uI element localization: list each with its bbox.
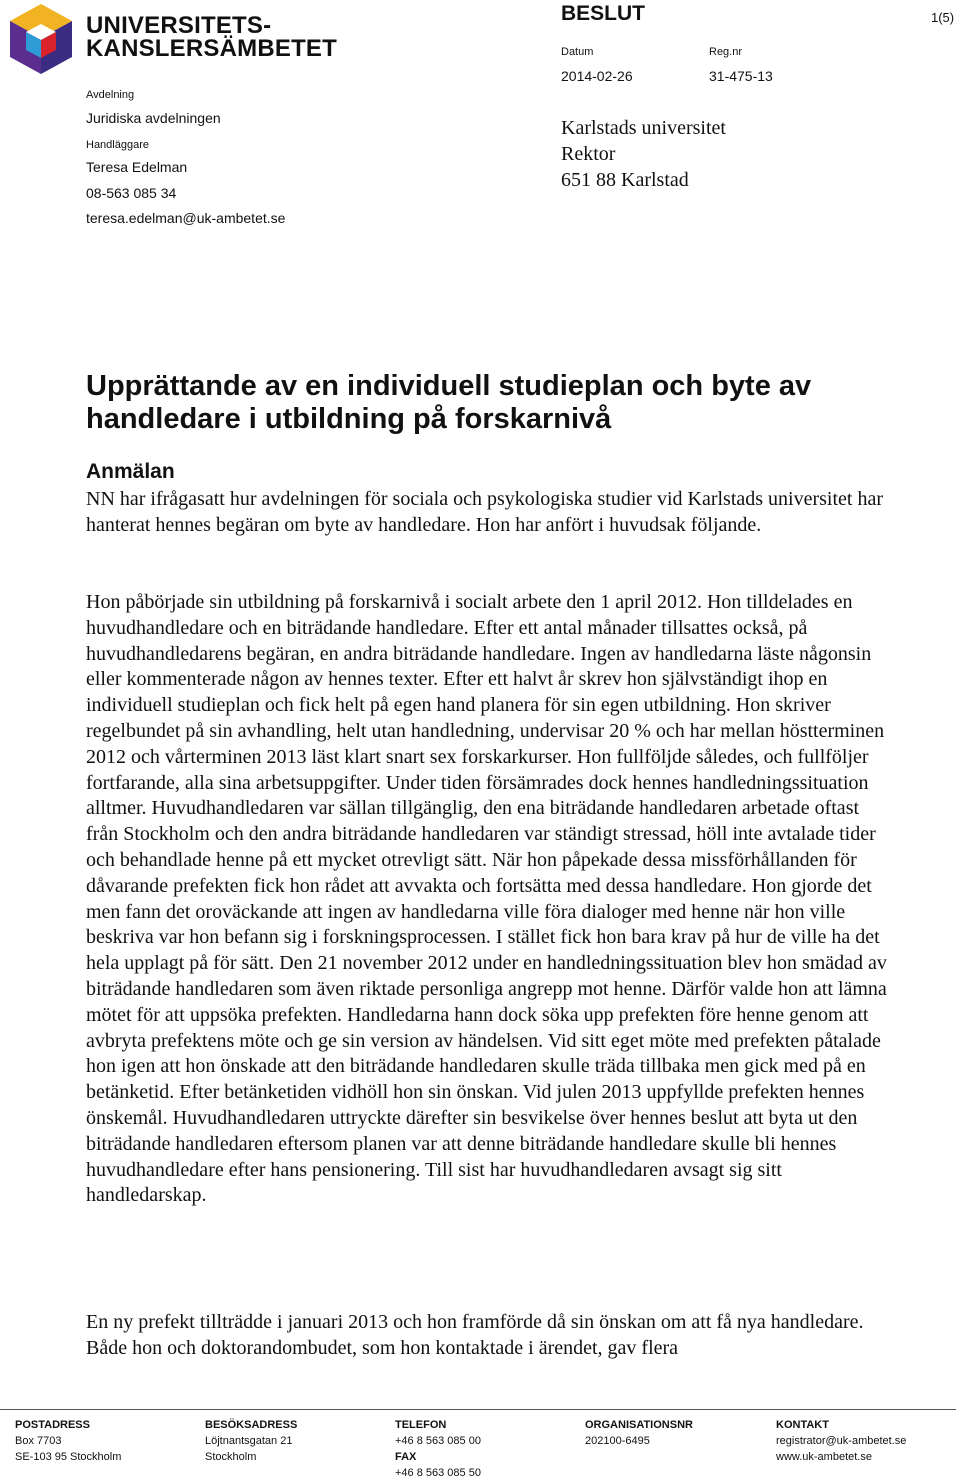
footer-heading: KONTAKT (776, 1419, 829, 1431)
footer-email-link[interactable]: registrator@uk-ambetet.se (776, 1435, 907, 1447)
document-title: Upprättande av en individuell studieplan och byte av handledare i utbildning på forskarnivå (86, 370, 812, 435)
footer-text: SE-103 95 Stockholm (15, 1451, 122, 1463)
organization-name (86, 14, 337, 60)
organization-name-line2: KANSLERSÄMBETET (86, 35, 338, 62)
footer-text: 202100-6495 (585, 1435, 650, 1447)
department-label: Avdelning (86, 89, 135, 101)
footer-phone (395, 1417, 585, 1481)
recipient-address (561, 115, 726, 193)
organization-name-line1: UNIVERSITETS- (86, 12, 272, 39)
footer-text: Löjtnantsgatan 21 (205, 1435, 293, 1447)
footer-postal (15, 1417, 205, 1465)
body-paragraph: Hon påbörjade sin utbildning på forskarnivå i socialt arbete den 1 april 2012. Hon tilldelades en huvudhandledare och en biträdande handledare. Efter ett antal månader tillsattes också, på huvudhandledarens begäran, en andra biträdande handledare. Ingen av handledarna läste någonsin eller kommenterade någon av hennes texter. Efter ett halvt år skrev hon självständigt ihop en individuell studieplan och fick helt på egen hand planera för sin egen utbildning. Hon skriver regelbundet på sin avhandling, helt utan handledning, undervisar 20 % och har mellan höstterminen 2012 och vårterminen 2013 läst klart snart sex forskarkurser. Hon fullföljde således, och fullföljer fortfarande, alla sina arbetsuppgifter. Under tiden försämrades dock hennes handledningssituation alltmer. Huvudhandledaren var sällan tillgänglig, den ena biträdande handledaren arbetade oftast från Stockholm och den andra biträdande handledaren var ständigt stressad, höll inte avtalade tider och behandlade henne på ett mycket otrevligt sätt. När hon påpekade dessa missförhållanden för dåvarande prefekten fick hon rådet att avvakta och fortsätta med dessa handledare. Hon gjorde det men fann det oroväckande att ingen av handledarna ville föra dialoger med henne när hon ville beskriva var hon befann sig i forskningsprocessen. I stället fick hon bara krav på hur de ville ha det hela upplagt på för sätt. Den 21 november 2012 under en handledningssituation blev hon smädad av biträdande handledaren som även riktade personliga angrepp mot henne. Därför valde hon att lämna mötet för att uppsöka prefekten. Handledarna hann dock söka upp prefekten före henne genom att avbryta prefektens möte och ge sin version av händelsen. Vid sitt eget möte med prefekten påtalade hon igen att hon önskade att den biträdande handledaren skulle träda tillbaka men gick med på en betänketid. Efter betänketiden vidhöll hon sin önskan. Vid julen 2013 uppfyllde prefekten hennes önskemål. Huvudhandledaren uttryckte därefter sin besvikelse över hennes beslut att byta ut den biträdande handledaren eftersom planen var att denne biträdande handledare skulle bli hennes huvudhandledare efter hans pensionering. Till sist har huvudhandledaren avsagt sig sitt handledarskap. (86, 591, 887, 1207)
body-paragraph: En ny prefekt tillträdde i januari 2013 och hon framförde då sin önskan om att få nya handledare. Både hon och doktorandombudet, som hon kontaktade i ärendet, gav flera (86, 1311, 864, 1359)
recipient-line2: Rektor (561, 143, 616, 165)
recipient-line1: Karlstads universitet (561, 117, 726, 139)
document-type: BESLUT (561, 2, 645, 25)
handler-phone: 08-563 085 34 (86, 185, 177, 201)
handler-label: Handläggare (86, 139, 149, 151)
date-label: Datum (561, 46, 594, 58)
regnr-value: 31-475-13 (709, 68, 773, 84)
footer-orgnr (585, 1417, 775, 1449)
date-value: 2014-02-26 (561, 68, 633, 84)
handler-email[interactable]: teresa.edelman@uk-ambetet.se (86, 210, 286, 226)
footer-text: +46 8 563 085 00 (395, 1435, 481, 1447)
cube-emblem-icon (8, 2, 74, 76)
footer-contact (776, 1417, 951, 1465)
footer-heading: FAX (395, 1451, 417, 1463)
section-heading: Anmälan (86, 460, 175, 483)
footer-heading: TELEFON (395, 1419, 447, 1431)
footer-text: Stockholm (205, 1451, 257, 1463)
footer-heading: BESÖKSADRESS (205, 1419, 298, 1431)
department-value: Juridiska avdelningen (86, 110, 221, 126)
footer-heading: ORGANISATIONSNR (585, 1419, 693, 1431)
footer-heading: POSTADRESS (15, 1419, 90, 1431)
handler-name: Teresa Edelman (86, 159, 188, 175)
page-number: 1(5) (931, 10, 955, 25)
footer-text: +46 8 563 085 50 (395, 1467, 481, 1479)
footer-visit (205, 1417, 395, 1465)
footer-text: Box 7703 (15, 1435, 62, 1447)
footer-web-link[interactable]: www.uk-ambetet.se (776, 1451, 872, 1463)
recipient-line3: 651 88 Karlstad (561, 169, 689, 191)
regnr-label: Reg.nr (709, 46, 743, 58)
body-paragraph: NN har ifrågasatt hur avdelningen för sociala och psykologiska studier vid Karlstads universitet har hanterat hennes begäran om byte av handledare. Hon har anfört i huvudsak följande. (86, 488, 884, 536)
footer-divider (0, 1409, 956, 1410)
